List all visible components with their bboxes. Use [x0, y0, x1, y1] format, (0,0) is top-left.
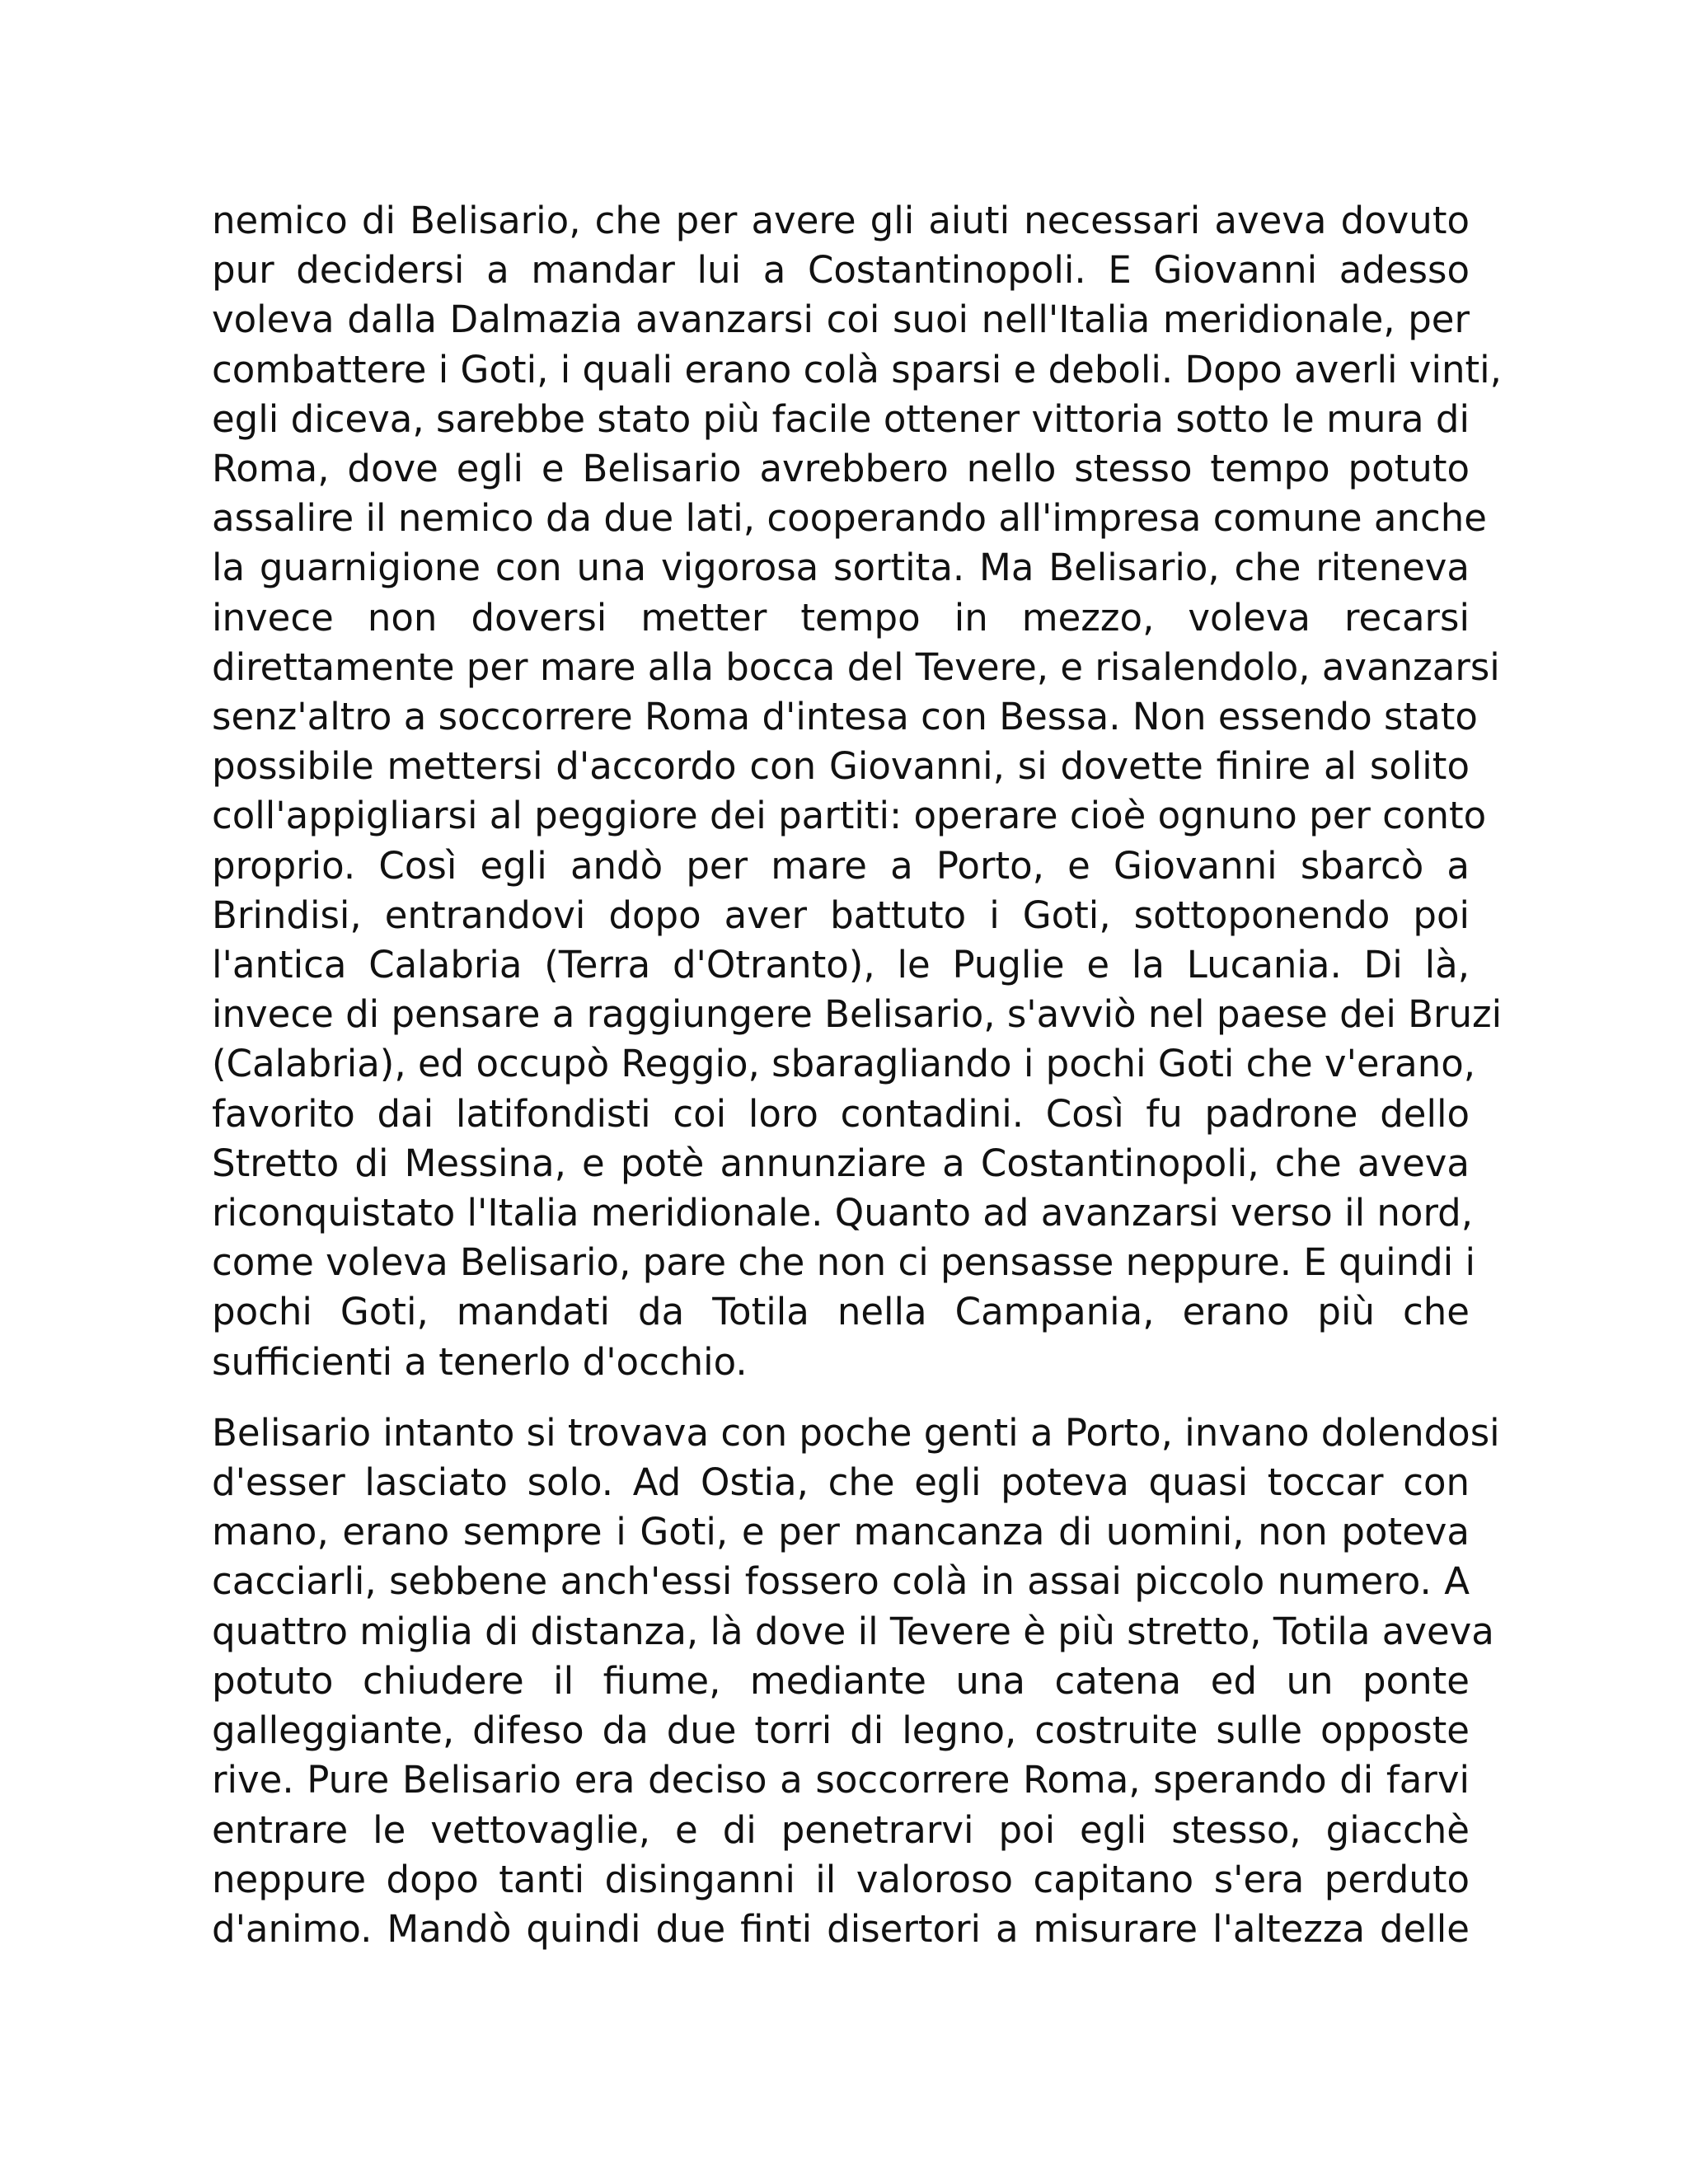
text-line: assalire il nemico da due lati, cooperando all'impresa comune anche	[212, 496, 1487, 541]
text-line: mano, erano sempre i Goti, e per mancanza di uomini, non poteva	[212, 1510, 1470, 1554]
text-line: senz'altro a soccorrere Roma d'intesa con Bessa. Non essendo stato	[212, 695, 1478, 739]
text-line: riconquistato l'Italia meridionale. Quanto ad avanzarsi verso il nord,	[212, 1191, 1474, 1235]
text-line: pur decidersi a mandar lui a Costantinopoli. E Giovanni adesso	[212, 248, 1470, 293]
text-line: Stretto di Messina, e potè annunziare a Costantinopoli, che aveva	[212, 1141, 1470, 1185]
text-line: quattro miglia di distanza, là dove il Tevere è più stretto, Totila aveva	[212, 1609, 1494, 1653]
text-line: egli diceva, sarebbe stato più facile ottener vittoria sotto le mura di	[212, 396, 1470, 441]
text-line: rive. Pure Belisario era deciso a soccorrere Roma, sperando di farvi	[212, 1758, 1470, 1802]
text-line: voleva dalla Dalmazia avanzarsi coi suoi nell'Italia meridionale, per	[212, 298, 1470, 342]
document-page	[212, 196, 1503, 1954]
paragraph-1	[212, 196, 1503, 1387]
text-line: Roma, dove egli e Belisario avrebbero nello stesso tempo potuto	[212, 447, 1470, 491]
text-line: potuto chiudere il fiume, mediante una catena ed un ponte	[212, 1658, 1470, 1703]
text-line: Brindisi, entrandovi dopo aver battuto i Goti, sottoponendo poi	[212, 893, 1470, 937]
text-line: sufficienti a tenerlo d'occhio.	[212, 1339, 748, 1384]
text-line: combattere i Goti, i quali erano colà sparsi e deboli. Dopo averli vinti,	[212, 347, 1502, 391]
text-line: entrare le vettovaglie, e di penetrarvi poi egli stesso, giacchè	[212, 1807, 1470, 1852]
text-line: come voleva Belisario, pare che non ci pensasse neppure. E quindi i	[212, 1240, 1476, 1285]
text-line: d'esser lasciato solo. Ad Ostia, che egli poteva quasi toccar con	[212, 1460, 1470, 1505]
text-line: favorito dai latifondisti coi loro contadini. Così fu padrone dello	[212, 1091, 1470, 1136]
paragraph-2	[212, 1408, 1500, 1954]
text-line: invece di pensare a raggiungere Belisario, s'avviò nel paese dei Bruzi	[212, 992, 1503, 1037]
text-line: possibile mettersi d'accordo con Giovanni, si dovette finire al solito	[212, 744, 1470, 789]
text-line: galleggiante, difeso da due torri di legno, costruite sulle opposte	[212, 1708, 1470, 1753]
text-line: nemico di Belisario, che per avere gli aiuti necessari aveva dovuto	[212, 199, 1470, 242]
text-line: coll'appigliarsi al peggiore dei partiti: operare cioè ognuno per conto	[212, 794, 1487, 838]
text-line: direttamente per mare alla bocca del Tevere, e risalendolo, avanzarsi	[212, 644, 1500, 689]
text-line: cacciarli, sebbene anch'essi fossero colà in assai piccolo numero. A	[212, 1559, 1470, 1604]
text-line: proprio. Così egli andò per mare a Porto, e Giovanni sbarcò a	[212, 843, 1470, 888]
text-line: neppure dopo tanti disinganni il valoroso capitano s'era perduto	[212, 1857, 1470, 1901]
text-line: Belisario intanto si trovava con poche genti a Porto, invano dolendosi	[212, 1410, 1500, 1455]
text-line: d'animo. Mandò quindi due finti disertori a misurare l'altezza delle	[212, 1906, 1470, 1951]
text-line: l'antica Calabria (Terra d'Otranto), le Puglie e la Lucania. Di là,	[212, 943, 1470, 987]
text-line: pochi Goti, mandati da Totila nella Campania, erano più che	[212, 1290, 1470, 1334]
text-line: invece non doversi metter tempo in mezzo, voleva recarsi	[212, 595, 1470, 640]
text-line: la guarnigione con una vigorosa sortita. Ma Belisario, che riteneva	[212, 546, 1470, 590]
text-line: (Calabria), ed occupò Reggio, sbaragliando i pochi Goti che v'erano,	[212, 1042, 1476, 1086]
